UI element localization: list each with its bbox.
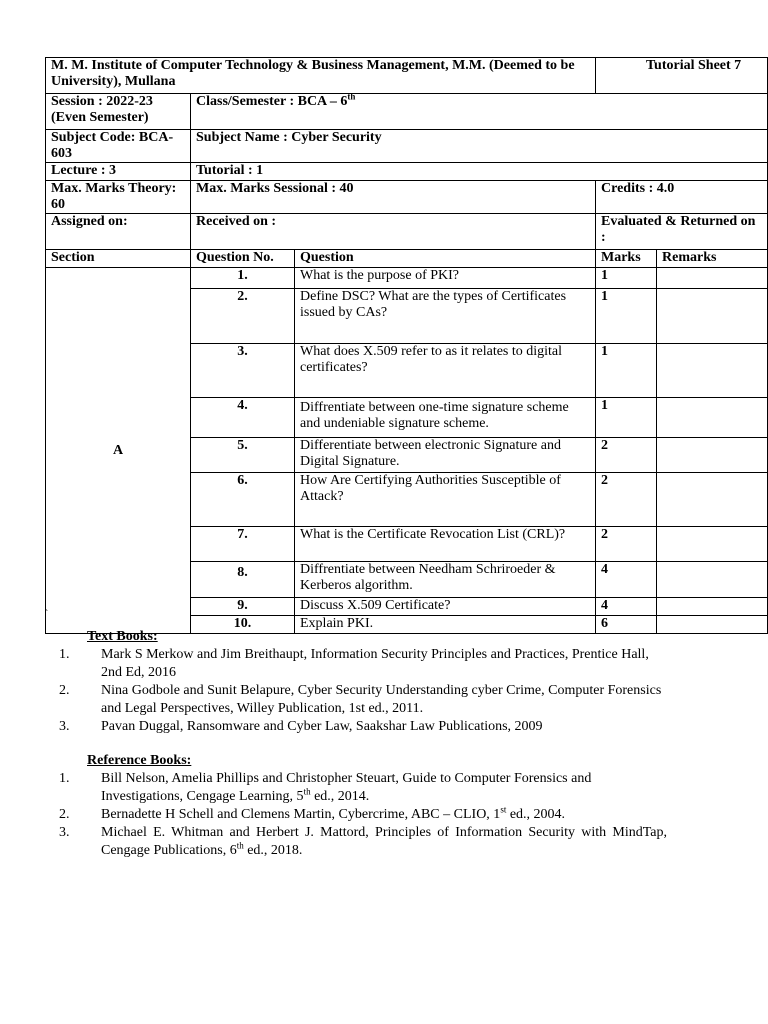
book-entry-sup: th xyxy=(236,840,244,851)
reference-books-list xyxy=(59,770,667,860)
header-row-lecture xyxy=(46,163,768,181)
question-number: 5. xyxy=(191,438,295,473)
question-remarks xyxy=(657,562,768,598)
question-marks: 4 xyxy=(596,562,657,598)
credits-cell: Credits : 4.0 xyxy=(596,181,768,214)
subject-name-cell: Subject Name : Cyber Security xyxy=(191,130,768,163)
col-section: Section xyxy=(46,250,191,268)
question-number: 10. xyxy=(191,616,295,634)
question-remarks xyxy=(657,268,768,289)
class-semester-text: Class/Semester : BCA – 6 xyxy=(196,94,348,109)
book-entry xyxy=(87,770,667,806)
class-semester-cell xyxy=(191,91,768,130)
question-remarks xyxy=(657,289,768,344)
col-question-no: Question No. xyxy=(191,250,295,268)
header-row-subject xyxy=(46,130,768,163)
question-marks: 1 xyxy=(596,344,657,398)
text-books-section xyxy=(59,628,667,736)
book-entry-sup: st xyxy=(500,804,507,815)
list-number: 2. xyxy=(59,683,70,698)
question-text: How Are Certifying Authorities Susceptible of Attack? xyxy=(295,473,596,527)
text-books-list xyxy=(59,646,667,736)
text-books-heading: Text Books: xyxy=(87,629,158,644)
list-number: 1. xyxy=(59,771,70,786)
book-entry-text: Michael E. Whitman and Herbert J. Mattord, Principles of Information Security with MindTap, Cengage Publications, 6 xyxy=(101,825,667,858)
list-number: 3. xyxy=(59,825,70,840)
book-entry-text: Bill Nelson, Amelia Phillips and Christopher Steuart, Guide to Computer Forensics and Investigations, Cengage Learning, 5 xyxy=(101,771,592,804)
question-number: 2. xyxy=(191,289,295,344)
question-marks: 1 xyxy=(596,398,657,438)
question-remarks xyxy=(657,527,768,562)
col-marks: Marks xyxy=(596,250,657,268)
question-row xyxy=(46,268,768,289)
question-remarks xyxy=(657,398,768,438)
question-number: 1. xyxy=(191,268,295,289)
reference-books-heading: Reference Books: xyxy=(87,753,192,768)
question-remarks xyxy=(657,438,768,473)
assigned-cell: Assigned on: xyxy=(46,214,191,250)
session-cell: Session : 2022-23 (Even Semester) xyxy=(46,94,191,130)
question-number: 7. xyxy=(191,527,295,562)
question-number: 6. xyxy=(191,473,295,527)
list-item xyxy=(59,824,667,860)
question-text: Diffrentiate between one-time signature scheme and undeniable signature scheme. xyxy=(295,398,596,438)
question-marks: 1 xyxy=(596,289,657,344)
list-item xyxy=(59,718,667,736)
list-item xyxy=(59,804,667,824)
list-item xyxy=(59,682,667,718)
institute-name: M. M. Institute of Computer Technology & Business Management, M.M. (Deemed to be University), Mullana xyxy=(46,58,596,94)
sheet-title: Tutorial Sheet 7 xyxy=(596,58,768,94)
question-text: Explain PKI. xyxy=(295,616,596,634)
header-row-session xyxy=(46,94,768,130)
list-number: 3. xyxy=(59,719,70,734)
lecture-cell: Lecture : 3 xyxy=(46,163,191,181)
book-entry-sup: th xyxy=(303,786,311,797)
column-header-row xyxy=(46,250,768,268)
list-item xyxy=(59,770,667,806)
max-theory-cell: Max. Marks Theory: 60 xyxy=(46,181,191,214)
header-row-institute xyxy=(46,58,768,94)
section-label: A xyxy=(46,268,191,634)
book-entry: Nina Godbole and Sunit Belapure, Cyber Security Understanding cyber Crime, Computer Forensics and Legal Perspectives, Willey Publication, 1st ed., 2011. xyxy=(101,683,662,716)
book-entry: Mark S Merkow and Jim Breithaupt, Information Security Principles and Practices, Prentice Hall, 2nd Ed, 2016 xyxy=(101,647,649,680)
col-question: Question xyxy=(295,250,596,268)
question-number: 3. xyxy=(191,344,295,398)
tutorial-cell: Tutorial : 1 xyxy=(191,163,768,181)
question-marks: 6 xyxy=(596,616,657,634)
book-entry xyxy=(87,806,667,824)
reference-books-section xyxy=(59,752,667,860)
subject-code-cell: Subject Code: BCA-603 xyxy=(46,130,191,163)
book-entry xyxy=(87,824,667,860)
question-marks: 4 xyxy=(596,598,657,616)
received-cell: Received on : xyxy=(191,214,596,250)
question-remarks xyxy=(657,473,768,527)
question-remarks xyxy=(657,598,768,616)
question-marks: 2 xyxy=(596,473,657,527)
question-number: 4. xyxy=(191,398,295,438)
question-number: 9. xyxy=(191,598,295,616)
question-text: Diffrentiate between Needham Schriroeder & Kerberos algorithm. xyxy=(295,562,596,598)
max-sessional-cell: Max. Marks Sessional : 40 xyxy=(191,181,596,214)
question-text: What is the Certificate Revocation List (CRL)? xyxy=(295,527,596,562)
class-semester-sup: th xyxy=(347,91,356,102)
question-remarks xyxy=(657,616,768,634)
question-text: What is the purpose of PKI? xyxy=(295,268,596,289)
question-marks: 2 xyxy=(596,527,657,562)
question-text: Define DSC? What are the types of Certificates issued by CAs? xyxy=(295,289,596,344)
question-number: 8. xyxy=(191,562,295,598)
list-number: 1. xyxy=(59,647,70,662)
question-text: Discuss X.509 Certificate? xyxy=(295,598,596,616)
list-number: 2. xyxy=(59,807,70,822)
book-entry: Pavan Duggal, Ransomware and Cyber Law, Saakshar Law Publications, 2009 xyxy=(101,719,543,734)
evaluated-cell: Evaluated & Returned on : xyxy=(596,214,768,250)
question-marks: 1 xyxy=(596,268,657,289)
stray-mark: ` xyxy=(45,609,49,620)
question-text: Differentiate between electronic Signature and Digital Signature. xyxy=(295,438,596,473)
tutorial-sheet-table xyxy=(45,57,768,634)
question-text: What does X.509 refer to as it relates to digital certificates? xyxy=(295,344,596,398)
question-marks: 2 xyxy=(596,438,657,473)
book-entry-text: Bernadette H Schell and Clemens Martin, Cybercrime, ABC – CLIO, 1 xyxy=(101,807,501,822)
question-remarks xyxy=(657,344,768,398)
book-entry-tail: ed., 2014. xyxy=(310,789,370,804)
book-entry-tail: ed., 2018. xyxy=(243,843,303,858)
header-row-marks xyxy=(46,181,768,214)
col-remarks: Remarks xyxy=(657,250,768,268)
list-item xyxy=(59,646,667,682)
book-entry-tail: ed., 2004. xyxy=(506,807,566,822)
header-row-dates xyxy=(46,214,768,250)
